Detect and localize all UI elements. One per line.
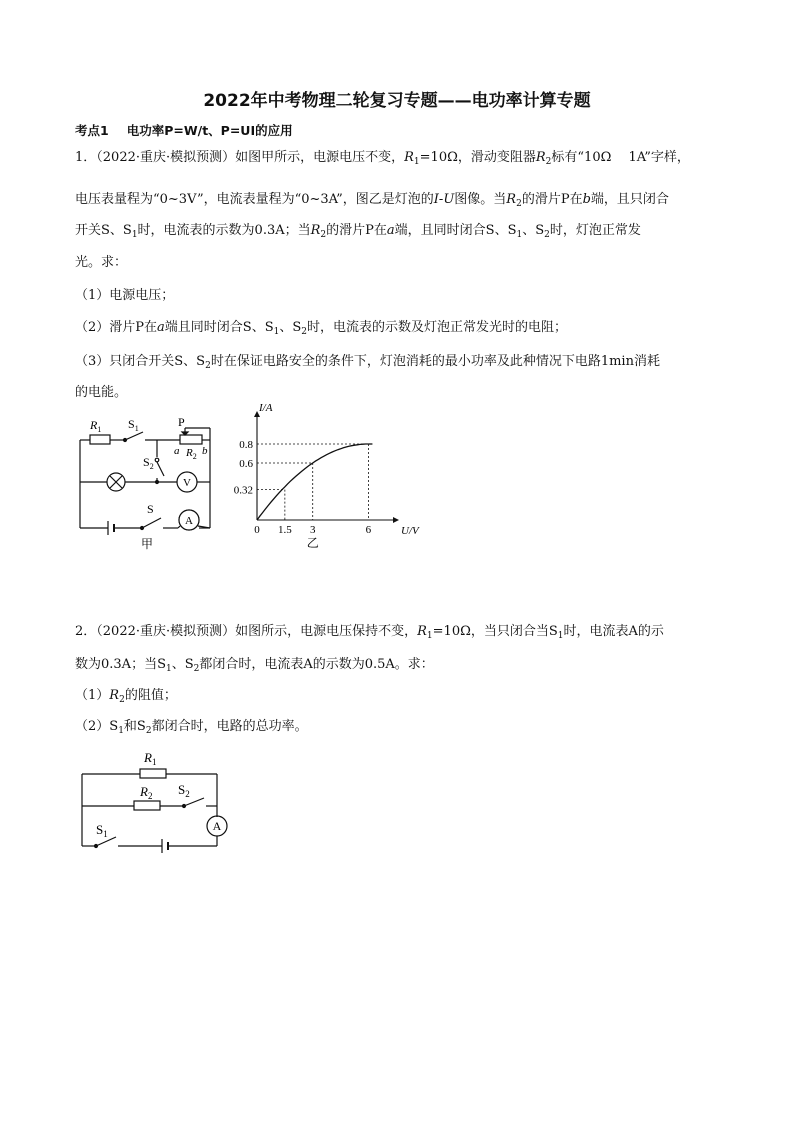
section-number: 考点1 <box>75 123 109 138</box>
x-tick-label: 6 <box>365 524 372 536</box>
section-label: 电功率P=W/t、P=UI的应用 <box>126 123 293 138</box>
svg-text:R1: $R_1$ <box>144 750 157 767</box>
label-s1: S <box>128 417 135 431</box>
q1-line-3: 开关S、$S_1$时，电流表的示数为0.3A；当$R_2$的滑片P在a端，且同时闭合S、$S_1$、$S_2$时，灯泡正常发 <box>75 223 641 240</box>
q1-sub-3: （3）只闭合开关S、$S_2$时在保证电路安全的条件下，灯泡消耗的最小功率及此种情况下电路1min消耗 <box>75 354 660 371</box>
svg-text:S2: $S_2$ <box>178 782 190 799</box>
q2-sub-2: $(2)S_1$和$S_2$都闭合时，电路的总功率。 <box>75 719 308 736</box>
q1-sub-1: （1）电源电压； <box>75 288 175 303</box>
svg-text:R1: $R_1$ <box>90 418 102 434</box>
svg-text:R2: $R_2$ <box>186 447 197 461</box>
label-s2: S <box>143 455 150 469</box>
section-heading <box>75 121 293 139</box>
svg-text:S2: $S_2$ <box>143 455 154 471</box>
y-axis-label: I/A <box>259 402 273 414</box>
label-a: a <box>174 445 180 457</box>
x-tick-label: 3 <box>309 524 316 536</box>
q1-sub-3-cont: 的电能。 <box>75 385 128 400</box>
label-p: P <box>178 415 185 429</box>
resistor-r1 <box>90 435 110 444</box>
label-r1: R <box>90 418 98 432</box>
circuit-diagram-q2 <box>72 742 242 857</box>
ammeter-label: A <box>185 515 193 527</box>
q2-sub-1: $(1)R_2$的阻值； <box>75 688 177 705</box>
page-title: 2022年中考物理二轮复习专题——电功率计算专题 <box>203 91 591 111</box>
label-r2: R <box>140 784 148 799</box>
caption-yi: 乙 <box>306 536 319 550</box>
y-tick-label: 0.6 <box>239 458 253 470</box>
q2-line-2: 数为0.3A；当$S_1$、$S_2$都闭合时，电流表A的示数为0.5A。求： <box>75 657 434 674</box>
label-r1: R <box>144 750 152 765</box>
label-s1: S <box>96 822 104 837</box>
iu-chart <box>222 402 419 550</box>
x-tick-label: 1.5 <box>277 524 292 536</box>
y-tick-label: 0.8 <box>239 439 253 451</box>
x-axis-label: U/V <box>401 525 419 537</box>
q1-line-1: 1．（2022·重庆·模拟预测）如图甲所示，电源电压不变，$R_1=10\Omega$，滑动变阻器$R_2$标有“10Ω 1A”字样， <box>75 150 690 167</box>
ammeter-label: A <box>212 819 222 833</box>
label-s: S <box>147 502 154 516</box>
circuit-diagram-jia <box>70 410 220 550</box>
switch-s <box>142 518 161 528</box>
label-r2: R <box>186 447 193 459</box>
label-b: b <box>202 445 208 457</box>
y-tick-label: 0.32 <box>233 484 253 497</box>
resistor-r1 <box>140 769 166 778</box>
svg-text:S1: $S_1$ <box>96 822 108 839</box>
voltmeter-label: V <box>183 477 191 489</box>
q1-line-4: 光。求： <box>75 255 128 270</box>
x-tick-label: 0 <box>254 524 260 536</box>
svg-text:S1: $S_1$ <box>128 417 139 433</box>
switch-s1 <box>125 432 143 440</box>
label-s2: S <box>178 782 186 797</box>
switch-s2 <box>184 798 204 806</box>
x-axis-arrow <box>393 517 399 523</box>
resistor-r2 <box>134 801 160 810</box>
q2-line-1: 2．（2022·重庆·模拟预测）如图所示，电源电压保持不变，$R_1=10\Omega$，当只闭合当$S_1$时，电流表A的示 <box>75 624 664 641</box>
q1-line-2: 电压表量程为“0~3V”，电流表量程为“0~3A”，图乙是灯泡的I-U图像。当$R_2$的滑片P在b端，且只闭合 <box>75 192 669 209</box>
switch-s2 <box>157 462 164 476</box>
caption-jia: 甲 <box>141 537 154 551</box>
rheostat-r2 <box>180 435 202 444</box>
q1-sub-2: （2）滑片P在a端且同时闭合S、$S_1$、$S_2$时，电流表的示数及灯泡正常发光时的电阻； <box>75 320 567 337</box>
svg-text:R2: $R_2$ <box>140 784 153 801</box>
